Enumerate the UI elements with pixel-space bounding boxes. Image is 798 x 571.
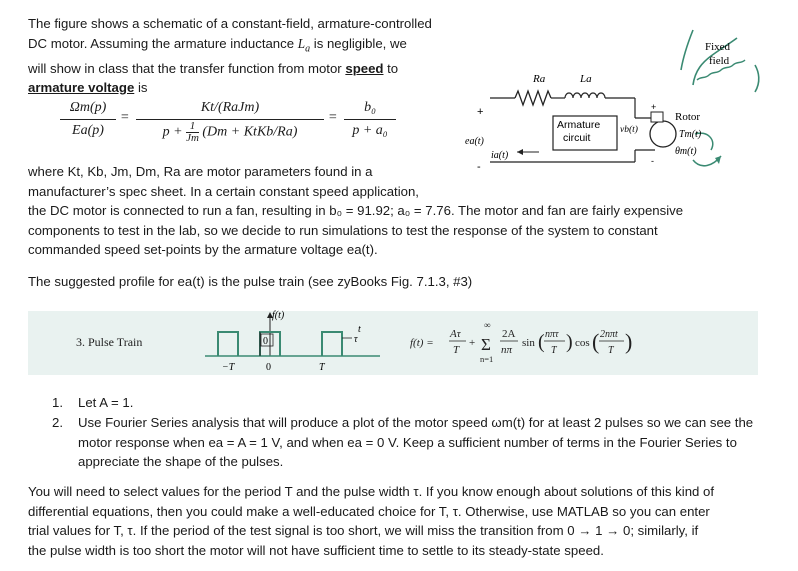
intro-line-2-text: DC motor. Assuming the armature inductance <box>28 35 298 51</box>
intro-line-1: The figure shows a schematic of a constant-field, armature-controlled <box>28 16 432 31</box>
intro-line-3 <box>28 59 458 79</box>
sin-label: sin <box>522 337 535 349</box>
list-item-2-number: 2. <box>52 415 63 430</box>
label-vb: vb(t) <box>620 125 638 135</box>
label-ra: Ra <box>533 73 546 85</box>
coef-num: 2A <box>502 328 516 340</box>
coef-den: nπ <box>501 344 513 356</box>
plus-left: + <box>477 106 484 118</box>
where-line-2: manufacturer’s spec sheet. In a certain constant speed application, <box>28 183 419 199</box>
field-lead-right <box>755 65 759 92</box>
armature-voltage-emphasis: armature voltage <box>28 80 135 96</box>
minus-left: - <box>477 161 481 173</box>
label-fixed: Fixed <box>705 41 731 53</box>
paren-close-1: ) <box>566 331 573 353</box>
intro-line-2-tail: is negligible, we <box>310 35 407 51</box>
current-arrowhead <box>517 149 523 155</box>
inertia-fraction <box>186 121 199 144</box>
lhs-numerator: Ωm(p) <box>69 100 107 115</box>
resistor-ra <box>515 91 551 105</box>
ft-label: f(t) <box>272 310 285 321</box>
closing-line-2: differential equations, then you could make a well-educated choice for T, τ. Otherwise, use MATLAB so you can enter <box>28 503 710 519</box>
suggested-profile: The suggested profile for ea(t) is the pulse train (see zyBooks Fig. 7.1.3, #3) <box>28 274 473 289</box>
label-tm: Tm(t) <box>679 129 702 140</box>
where-line-3: the DC motor is connected to run a fan, resulting in b₀ = 91.92; a₀ = 7.76. The motor and fan are fairly expensive <box>28 203 684 218</box>
axis-t: t <box>358 324 361 335</box>
list-item-2-text: Use Fourier Series analysis that will produce a plot of the motor speed ωm(t) for at least 2 pulses so we can see the motor response when ea = A = 1 V, and when ea = 0 V. Keep a sufficient number of terms in the Fourier Series to appreciate the shape of the pulses. <box>78 415 754 469</box>
intro-line-2 <box>28 34 458 59</box>
middle-fraction-bar <box>136 119 324 120</box>
pulse-left <box>218 332 238 356</box>
label-ia: ia(t) <box>491 150 509 161</box>
closing-line-4: the pulse width is too short the motor will not have sufficient time to settle to its steady-state speed. <box>28 542 604 558</box>
label-circuit: circuit <box>563 132 591 144</box>
equals-sign-1: = <box>120 110 130 125</box>
den-p-plus: p + <box>162 124 183 140</box>
paren-open-2: ( <box>592 329 600 354</box>
label-theta: θm(t) <box>675 146 697 157</box>
inertia-denominator: Jm <box>186 131 199 144</box>
formula-lhs: f(t) = <box>410 337 434 349</box>
where-line-4: components to test in the lab, so we decide to run simulations to test the response of the system to constant <box>28 222 658 238</box>
rhs-fraction <box>344 98 396 140</box>
label-armature: Armature <box>557 119 601 131</box>
sin-num: nπτ <box>545 329 559 340</box>
sum-sigma: Σ <box>481 335 491 354</box>
list-item-1-text: Let A = 1. <box>78 395 134 410</box>
rotor-brush <box>651 112 663 122</box>
lhs-fraction <box>60 98 116 140</box>
equals-sign-2: = <box>328 110 338 125</box>
cos-den: T <box>608 345 614 356</box>
label-rotor: Rotor <box>675 111 701 123</box>
task-list <box>52 393 772 473</box>
sin-den: T <box>551 345 557 356</box>
where-paragraph <box>28 162 768 260</box>
where-line-5: commanded speed set-points by the armature voltage ea(t). <box>28 242 378 257</box>
rhs-denominator: p + a₀ <box>352 122 388 138</box>
rhs-numerator: b₀ <box>364 100 376 115</box>
formula-atau: Aτ <box>450 328 461 340</box>
tick-neg-T: −T <box>222 362 235 373</box>
label-la: La <box>580 73 592 85</box>
sum-top: ∞ <box>484 320 491 330</box>
intro-line-3-tail: to <box>383 60 399 76</box>
paren-open-1: ( <box>538 331 545 353</box>
tick-zero: 0 <box>266 362 271 373</box>
intro-line-4-tail: is <box>134 80 148 96</box>
inertia-numerator: 1 <box>189 119 196 132</box>
paren-close-2: ) <box>625 329 633 354</box>
intro-paragraph <box>28 14 458 98</box>
cos-label: cos <box>575 337 590 349</box>
rotor-circle <box>650 121 676 147</box>
formula-plus: + <box>469 337 476 349</box>
lhs-fraction-bar <box>60 119 116 120</box>
label-field: field <box>709 55 730 67</box>
intro-line-4 <box>28 78 458 98</box>
where-line-1: where Kt, Kb, Jm, Dm, Ra are motor parameters found in a <box>28 164 373 179</box>
tick-T: T <box>319 362 325 373</box>
zero-in-box: 0 <box>263 336 268 347</box>
inductance-symbol: L <box>297 35 306 51</box>
motor-schematic <box>455 10 785 180</box>
middle-numerator: Kt/(RaJm) <box>200 100 260 115</box>
label-ea: ea(t) <box>465 136 484 147</box>
sum-bottom: n=1 <box>480 354 494 364</box>
intro-line-3-text: will show in class that the transfer function from motor <box>28 60 346 76</box>
inductance-subscript: a <box>305 43 311 55</box>
pulse-train-plot <box>200 306 740 380</box>
speed-emphasis: speed <box>345 60 384 76</box>
inductor-la <box>565 93 605 98</box>
rhs-fraction-bar <box>344 119 396 120</box>
formula-T: T <box>453 344 460 356</box>
list-item-1-number: 1. <box>52 395 63 410</box>
minus-right: - <box>651 156 654 166</box>
closing-line-3: trial values for T, τ. If the period of the test signal is too short, we will miss the transition from 0 → 1 → 0; similarly, if <box>28 523 699 538</box>
field-lead <box>681 30 693 70</box>
plus-right: + <box>651 102 657 112</box>
pulse-train-label: 3. Pulse Train <box>76 335 143 349</box>
closing-line-1: You will need to select values for the period T and the pulse width τ. If you know enough about solutions of this kind of <box>28 484 715 499</box>
cos-num: 2nπt <box>600 329 618 340</box>
pulse-right <box>322 332 342 356</box>
middle-denominator <box>136 121 324 144</box>
closing-paragraph <box>28 482 768 560</box>
tick-tau: τ <box>354 334 358 345</box>
den-damping-term: (Dm + KtKb/Ra) <box>202 124 298 140</box>
lhs-denominator: Ea(p) <box>72 122 104 138</box>
transfer-function <box>60 98 480 158</box>
middle-fraction <box>136 98 324 144</box>
